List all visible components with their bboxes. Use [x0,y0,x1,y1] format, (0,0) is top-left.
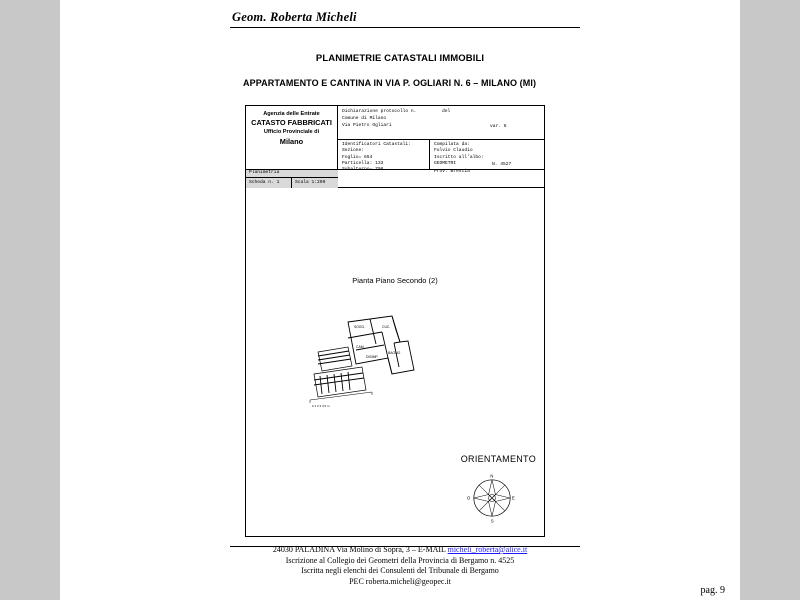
planimetry-band [246,170,338,188]
agency-line-4: Milano [279,137,304,146]
document-page [60,0,740,600]
room-label-disimp: DISIMP. [366,355,379,359]
page-number: pag. 9 [700,585,725,596]
footer-pec-label: PEC [349,576,366,586]
compiled-register-value: GEOMETRI [434,160,457,166]
footer-pec-value: roberta.micheli@geopec.it [365,576,451,586]
orientation-label: ORIENTAMENTO [460,454,536,464]
footer-line-2: Iscrizione al Collegio dei Geometri della Provincia di Bergamo n. 4525 [285,555,515,565]
compass-north-label: N [490,473,494,479]
plan-caption: Pianta Piano Secondo (2) [352,276,438,285]
drawing-area [246,188,544,536]
identifiers-particella: Particella: 133 [342,160,384,166]
declaration-protocol-del: del [442,109,451,114]
agency-line-1: Agenzia delle Entrate [263,111,320,117]
sheet-band-filler [338,170,544,188]
identifiers-subalterno: Subalterno= 708 [342,167,384,173]
agency-box [246,106,338,170]
room-label-cam: CAM. [356,345,365,349]
page-title: PLANIMETRIE CATASTALI IMMOBILI [315,53,485,64]
page-subtitle: APPARTAMENTO E CANTINA IN VIA P. OGLIARI N. 6 – MILANO (MI) [243,78,537,88]
header-author-name: Geom. Roberta Micheli [232,10,357,24]
compass-rose-icon [466,472,518,524]
room-label-cuc: CUC. [382,325,391,329]
compiled-name: Fulvio Claudio [434,148,473,154]
compiled-code: N. 4527 [492,161,512,167]
identifiers-title: Identificatori Catastali: [342,142,411,147]
declaration-protocol-label: Dichiarazione protocollo n. [342,109,417,114]
planimetry-label: Planimetria [246,170,338,178]
footer-email-link[interactable]: micheli_roberta@alice.it [447,545,528,554]
identifiers-sezione: Sezione: [342,148,365,154]
compass-east-label: E [511,495,515,501]
identifiers-foglio: Foglio= 654 [342,154,373,160]
floor-plan-drawing [296,308,496,418]
footer-line-4 [60,577,740,588]
header-divider [230,27,580,28]
agency-line-2: CATASTO FABBRICATI [251,118,332,127]
declaration-comune: Comune di Milano [342,116,387,122]
planimetry-scala: Scala 1:200 [292,178,338,188]
declaration-via: Via Pietro Ogliari [342,123,392,129]
footer-address: 24030 PALADINA Via Molino di Sopra, 3 – E-MAIL [272,545,448,554]
compiled-title: Compilata da: [434,142,470,147]
planimetry-scheda: Scheda n. 1 [246,178,292,188]
declaration-variation: var. 6 [490,123,507,129]
cadastral-sheet [245,105,545,537]
compiled-province: Prov. Brescia [434,168,470,174]
footer [60,545,740,587]
compass-west-label: O [466,495,471,501]
declaration-box [338,106,544,140]
compiled-by-box [430,140,544,174]
room-label-sogg: SOGG. [354,325,366,329]
footer-line-3: Iscritta negli elenchi dei Consulenti del Tribunale di Bergamo [301,566,499,575]
room-label-bagno: BAGNO [388,351,401,355]
compiled-register-label: Iscritto all'albo: [434,154,484,160]
compass-south-label: S [490,518,494,524]
agency-line-3: Ufficio Provinciale di [263,129,320,135]
identifiers-box [338,140,430,173]
footer-line-1 [60,545,740,556]
scale-bar-label: 0 1 2 3 4 5 m [312,404,330,408]
